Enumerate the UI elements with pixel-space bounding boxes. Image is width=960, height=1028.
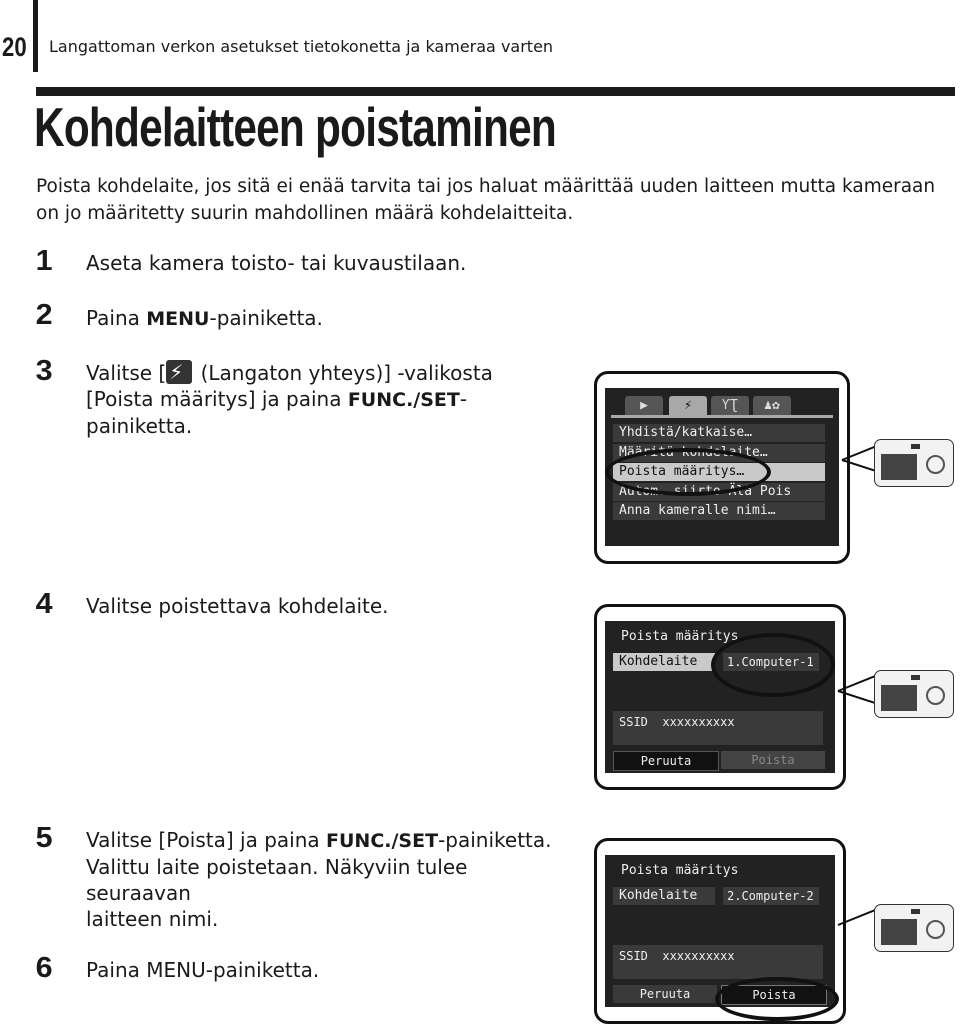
remove-button: Poista	[721, 985, 827, 1005]
screen-menu	[594, 371, 850, 564]
section-title: Langattoman verkon asetukset tietokonetta ja kameraa varten	[49, 37, 554, 56]
tab-play: ▶	[625, 396, 663, 415]
step-3-mid: (Langaton yhteys)] -valikosta	[194, 361, 493, 385]
step-5-line2: Valittu laite poistetaan. Näkyviin tulee seuraavan	[86, 855, 468, 905]
screen-select-target	[594, 604, 846, 790]
step-1-number: 1	[35, 245, 53, 277]
target-value: 1.Computer-1	[723, 653, 819, 671]
tab-myset: ♟✿	[753, 396, 791, 415]
ssid-value: xxxxxxxxxx	[662, 949, 735, 963]
step-3-func-key: FUNC./SET	[347, 389, 460, 411]
highlight-ellipse	[711, 633, 835, 697]
step-3-line2: [Poista määritys] ja paina	[86, 387, 348, 411]
step-3-text	[86, 360, 556, 439]
camera-icon	[874, 439, 954, 487]
step-3-pre: Valitse [	[86, 361, 167, 385]
step-2-number: 2	[35, 299, 53, 331]
step-2-post: -painiketta.	[209, 306, 323, 330]
step-5-pre: Valitse [Poista] ja paina	[86, 828, 327, 852]
tab-underline	[611, 415, 833, 418]
target-label: Kohdelaite	[613, 653, 715, 671]
menu-item-delete-config: Poista määritys…	[613, 463, 825, 481]
ssid-value: xxxxxxxxxx	[662, 715, 735, 729]
cancel-button: Peruuta	[613, 751, 719, 771]
step-2-pre: Paina	[86, 306, 147, 330]
dialog-title: Poista määritys	[621, 629, 739, 644]
camera-icon	[874, 670, 954, 718]
step-5-text	[86, 827, 576, 932]
step-5-number: 5	[35, 822, 53, 854]
step-3-number: 3	[35, 355, 53, 387]
step-5-func-key: FUNC./SET	[326, 830, 439, 852]
dialog-title: Poista määritys	[621, 863, 739, 878]
ssid-row: SSID xxxxxxxxxx	[613, 945, 823, 979]
step-1-text: Aseta kamera toisto- tai kuvaustilaan.	[86, 251, 467, 275]
screen-confirm-remove	[594, 838, 846, 1024]
remove-button: Poista	[721, 751, 825, 769]
highlight-ellipse	[715, 977, 839, 1021]
tab-setup: ƳƮ	[711, 396, 749, 415]
step-4-text: Valitse poistettava kohdelaite.	[86, 594, 389, 618]
intro-paragraph: Poista kohdelaite, jos sitä ei enää tarvita tai jos haluat määrittää uuden laitteen mutta kameraan on jo määritetty suurin mahdollinen määrä kohdelaitteita.	[36, 176, 936, 224]
step-6-text: Paina MENU-painiketta.	[86, 958, 320, 982]
menu-item-connect: Yhdistä/katkaise…	[613, 424, 825, 442]
header-divider	[33, 0, 38, 72]
page-number: 20	[2, 32, 27, 62]
step-5-line3: laitteen nimi.	[86, 907, 219, 931]
step-3-line3: painiketta.	[86, 414, 193, 438]
step-6-number: 6	[35, 952, 53, 984]
camera-icon	[874, 904, 954, 952]
target-label: Kohdelaite	[613, 887, 715, 905]
step-3-post: -	[459, 387, 468, 411]
target-value: 2.Computer-2	[723, 887, 819, 905]
tab-wireless: ⚡	[669, 396, 707, 415]
step-5-post: -painiketta.	[438, 828, 552, 852]
step-2-text	[86, 305, 323, 332]
step-2-menu-key: MENU	[146, 308, 210, 330]
menu-item-set-target: Määritä kohdelaite…	[613, 444, 825, 462]
cancel-button: Peruuta	[613, 985, 717, 1003]
menu-item-camera-name: Anna kameralle nimi…	[613, 502, 825, 520]
flash-icon: ⚡	[166, 360, 192, 384]
highlight-ellipse	[605, 448, 771, 496]
ssid-row: SSID xxxxxxxxxx	[613, 711, 823, 745]
page-title: Kohdelaitteen poistaminen	[34, 96, 556, 158]
menu-item-auto-transfer: Autom. siirto Älä Pois	[613, 483, 825, 501]
step-4-number: 4	[35, 588, 53, 620]
